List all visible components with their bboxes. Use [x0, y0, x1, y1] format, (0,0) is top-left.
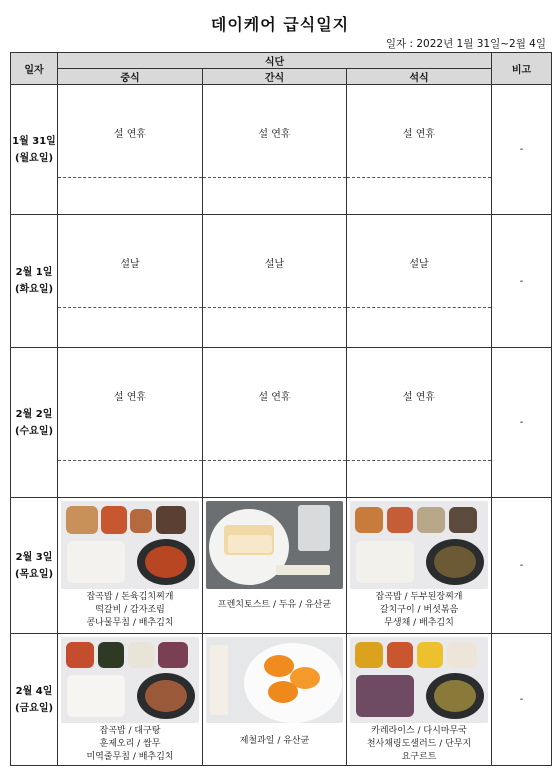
note-cell: -: [492, 498, 552, 634]
lunch-cell: 설날: [58, 215, 203, 348]
snack-menu: 제철과일 / 유산균: [239, 736, 310, 746]
dinner-menu: 잡곡밥 / 두부된장찌개 갈치구이 / 버섯볶음 무생채 / 배추김치: [375, 592, 463, 628]
dinner-cell: 설 연휴: [347, 348, 492, 498]
date-cell: 2월 3일 (목요일): [11, 498, 58, 634]
snack-cell: [203, 498, 347, 634]
note-cell: -: [492, 634, 552, 766]
lunch-cell: [58, 634, 203, 766]
snack-photo: [206, 501, 343, 589]
lunch-cell: 설 연휴: [58, 348, 203, 498]
dinner-cell: 설날: [347, 215, 492, 348]
note-cell: -: [492, 85, 552, 215]
lunch-photo: [61, 501, 199, 589]
meal-log-table: [10, 52, 552, 766]
lunch-photo: [61, 637, 199, 723]
header-note: 비고: [492, 53, 552, 85]
snack-cell: 설 연휴: [203, 85, 347, 215]
header-lunch: 중식: [58, 69, 203, 85]
table-row: [11, 85, 552, 215]
snack-menu: 프렌치토스트 / 두유 / 유산균: [217, 600, 332, 610]
table-row: [11, 215, 552, 348]
dinner-photo: [350, 501, 488, 589]
date-cell: 2월 1일 (화요일): [11, 215, 58, 348]
page-title: 데이케어 급식일지: [210, 15, 350, 34]
dinner-cell: 설 연휴: [347, 85, 492, 215]
snack-cell: [203, 634, 347, 766]
lunch-menu: 잡곡밥 / 돈육김치찌개 떡갈비 / 감자조림 콩나물무침 / 배추김치: [86, 592, 174, 628]
lunch-cell: 설 연휴: [58, 85, 203, 215]
note-cell: -: [492, 215, 552, 348]
dinner-cell: [347, 498, 492, 634]
snack-photo: [206, 637, 343, 723]
dinner-cell: [347, 634, 492, 766]
date-range: 일자 : 2022년 1월 31일~2월 4일: [385, 38, 546, 50]
header-date: 일자: [11, 53, 58, 85]
dinner-photo: [350, 637, 488, 723]
date-cell: 2월 4일 (금요일): [11, 634, 58, 766]
snack-cell: 설 연휴: [203, 348, 347, 498]
table-row: [11, 634, 552, 766]
table-row: [11, 498, 552, 634]
header-dinner: 석식: [347, 69, 492, 85]
table-row: [11, 348, 552, 498]
lunch-cell: [58, 498, 203, 634]
dinner-menu: 카레라이스 / 다시마무국 천사채링도샐러드 / 단무지 요구르트: [366, 726, 472, 762]
header-menu: 식단: [58, 53, 492, 69]
lunch-menu: 잡곡밥 / 대구탕 훈제오리 / 쌈무 미역줄무침 / 배추김치: [86, 726, 174, 762]
header-snack: 간식: [203, 69, 347, 85]
note-cell: -: [492, 348, 552, 498]
date-cell: 2월 2일 (수요일): [11, 348, 58, 498]
snack-cell: 설날: [203, 215, 347, 348]
date-cell: 1월 31일 (월요일): [11, 85, 58, 215]
